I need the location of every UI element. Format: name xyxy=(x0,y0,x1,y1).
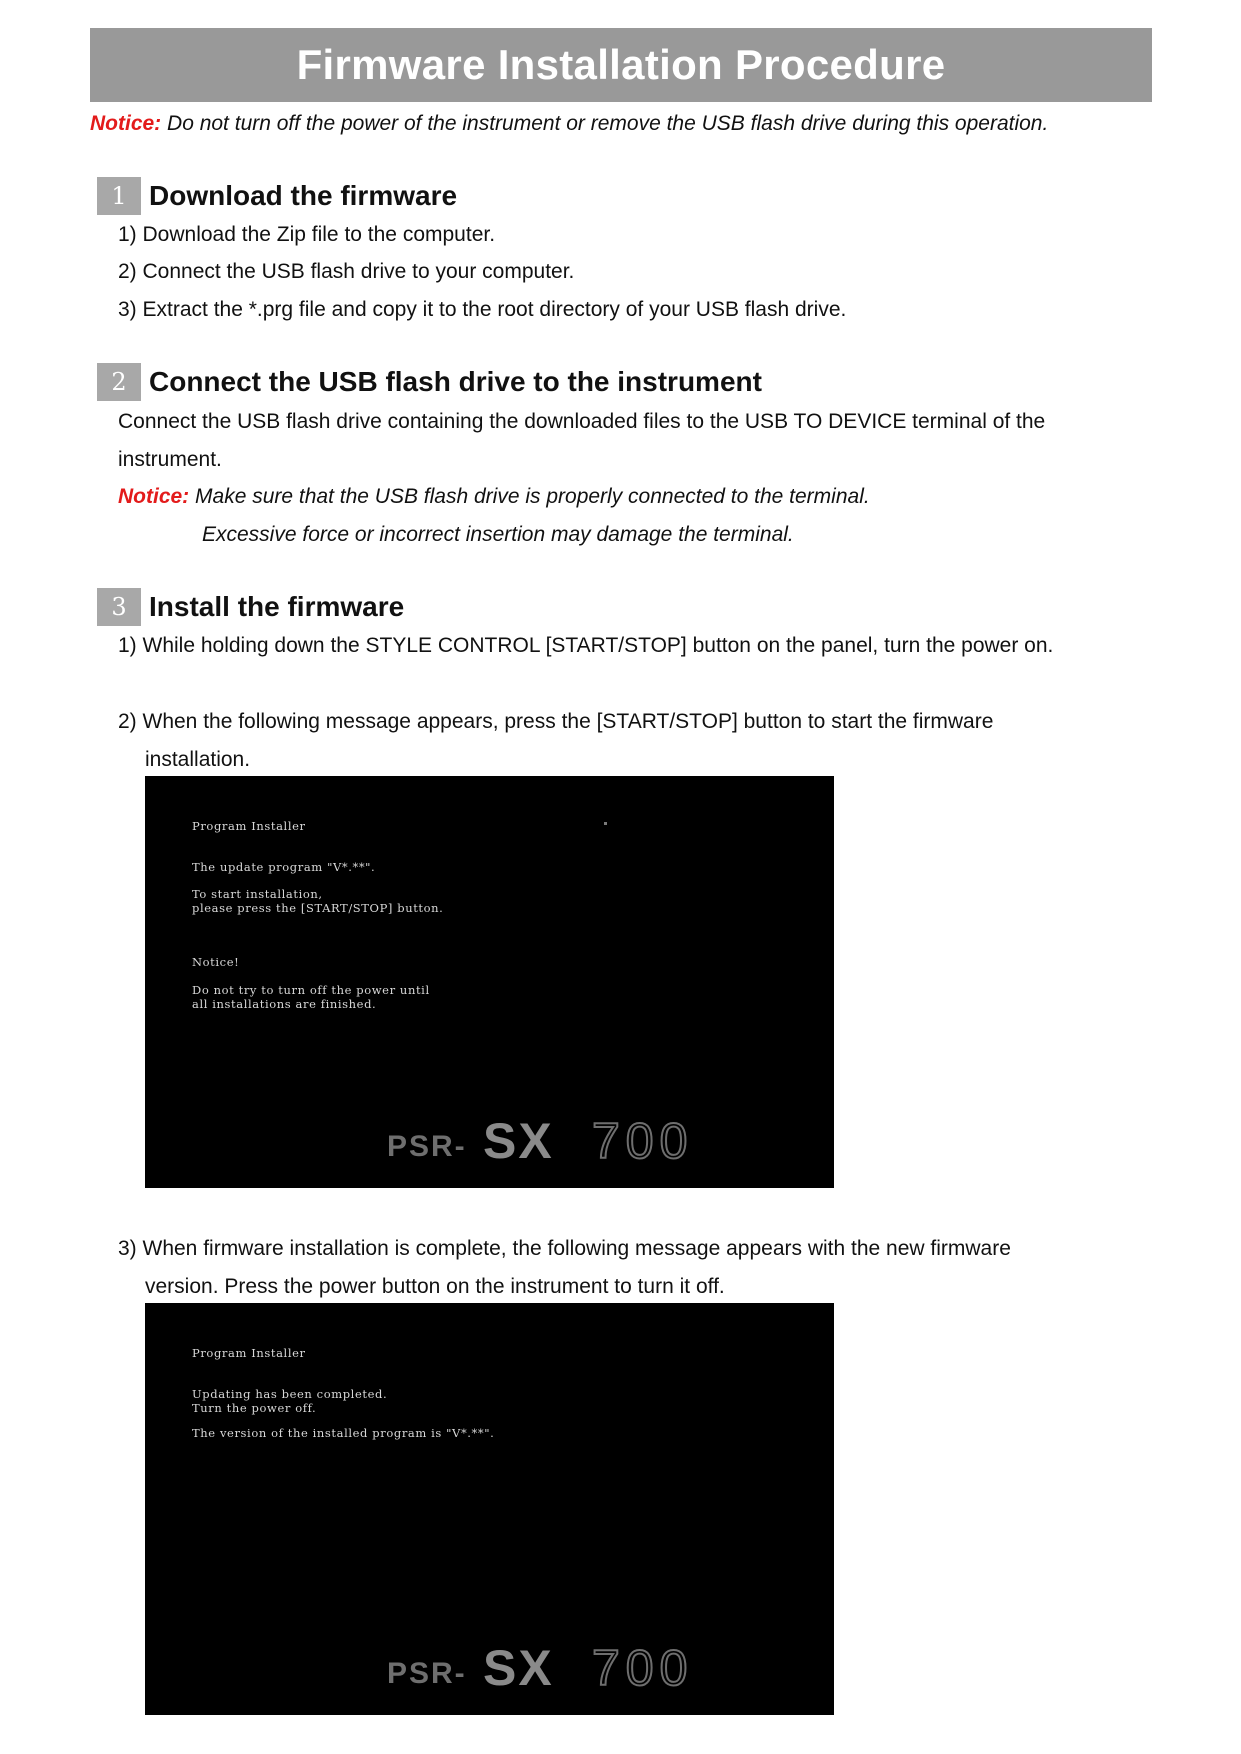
section-3-heading xyxy=(97,588,404,626)
section-title: Connect the USB flash drive to the instrument xyxy=(149,366,762,397)
step-line: 3) When firmware installation is complete, the following message appears with the new firmware xyxy=(118,1237,1011,1260)
svg-text:PSR-: PSR- xyxy=(387,1657,467,1690)
svg-text:700: 700 xyxy=(592,1643,694,1691)
page-title: Firmware Installation Procedure xyxy=(90,28,1152,102)
step-line: 1) Download the Zip file to the computer. xyxy=(118,223,496,246)
top-notice xyxy=(90,110,1048,138)
section-title: Download the firmware xyxy=(149,180,458,211)
svg-text:SX: SX xyxy=(483,1116,554,1164)
screen-line: The update program "V*.**". xyxy=(192,860,376,874)
screen-line: Notice! xyxy=(192,955,240,969)
screen-title: Program Installer xyxy=(192,1346,306,1360)
svg-text:700: 700 xyxy=(592,1116,694,1164)
body-line: instrument. xyxy=(118,448,222,471)
screen-line: Updating has been completed. Turn the power off. xyxy=(192,1387,388,1415)
notice-label: Notice: xyxy=(90,112,162,135)
screen-title: Program Installer xyxy=(192,819,306,833)
installer-screen-complete xyxy=(145,1303,834,1715)
step-number-box: 3 xyxy=(97,588,141,626)
notice-text: Do not turn off the power of the instrument or remove the USB flash drive during this operation. xyxy=(161,112,1049,135)
screen-dot xyxy=(604,822,607,825)
section-1-heading xyxy=(97,177,457,215)
section-title: Install the firmware xyxy=(149,591,405,622)
step-number-box: 1 xyxy=(97,177,141,215)
screen-line: To start installation, please press the [START/STOP] button. xyxy=(192,887,444,915)
step-line: 3) Extract the *.prg file and copy it to the root directory of your USB flash drive. xyxy=(118,298,847,321)
step-line: 2) Connect the USB flash drive to your computer. xyxy=(118,260,575,283)
step-line: installation. xyxy=(145,748,251,771)
step-line: version. Press the power button on the instrument to turn it off. xyxy=(145,1275,725,1298)
section-notice xyxy=(118,483,870,511)
notice-label: Notice: xyxy=(118,485,190,508)
body-line: Connect the USB flash drive containing the downloaded files to the USB TO DEVICE terminal of the xyxy=(118,410,1046,433)
section-2-heading xyxy=(97,363,762,401)
step-line: 2) When the following message appears, press the [START/STOP] button to start the firmware xyxy=(118,710,994,733)
installer-screen-start xyxy=(145,776,834,1188)
svg-text:SX: SX xyxy=(483,1643,554,1691)
notice-text: Excessive force or incorrect insertion may damage the terminal. xyxy=(202,523,794,546)
step-line: 1) While holding down the STYLE CONTROL [START/STOP] button on the panel, turn the power on. xyxy=(118,634,1054,657)
screen-line: The version of the installed program is "V*.**". xyxy=(192,1426,495,1440)
step-number-box: 2 xyxy=(97,363,141,401)
psr-sx700-logo xyxy=(387,1643,807,1691)
screen-line: Do not try to turn off the power until all installations are finished. xyxy=(192,983,430,1011)
notice-text: Make sure that the USB flash drive is properly connected to the terminal. xyxy=(189,485,870,508)
psr-sx700-logo xyxy=(387,1116,807,1164)
svg-text:PSR-: PSR- xyxy=(387,1130,467,1163)
